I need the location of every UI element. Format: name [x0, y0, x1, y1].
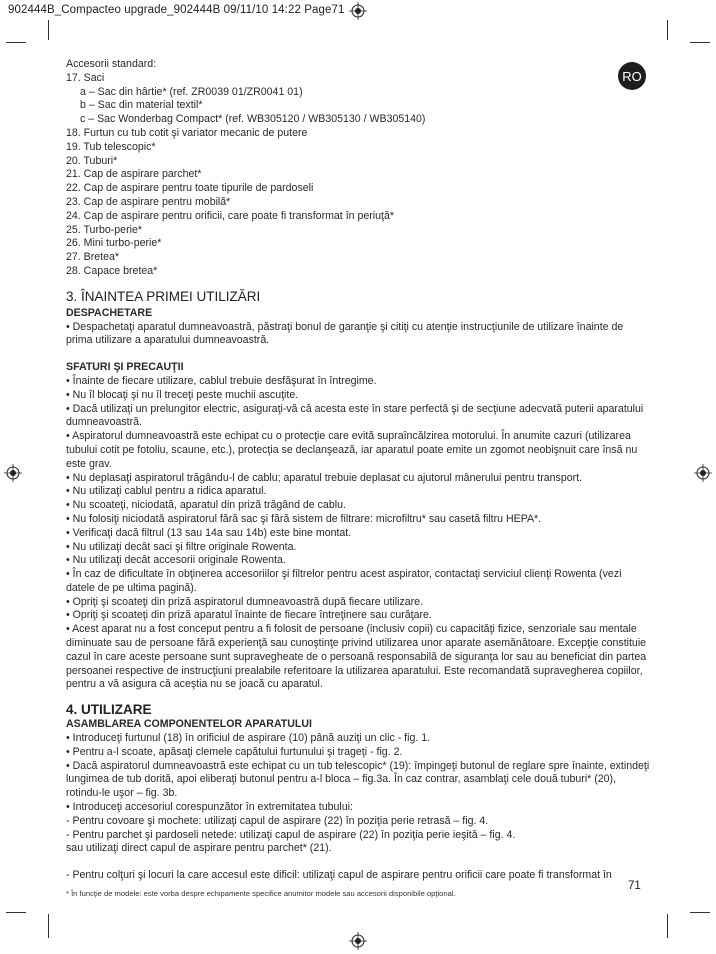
list-item: 23. Cap de aspirare pentru mobilă* [66, 195, 231, 208]
assembly-title: ASAMBLAREA COMPONENTELOR APARATULUI [66, 718, 312, 731]
assembly-item: - Pentru parchet şi pardoseli netede: utilizaţi capul de aspirare (22) în poziţia perie ieşită – fig. 4. [66, 828, 516, 841]
tip-item: • Nu deplasaţi aspiratorul trăgându-l de cablu; aparatul trebuie deplasat cu ajutorul mânerului pentru transport. [66, 471, 583, 484]
crop-mark [6, 912, 26, 913]
registration-mark-icon [694, 464, 712, 482]
section-3-title: 3. ÎNAINTEA PRIMEI UTILIZĂRI [66, 288, 261, 304]
crop-mark [690, 42, 710, 43]
print-header: 902444B_Compacteo upgrade_902444B 09/11/10 14:22 Page71 [8, 4, 345, 16]
list-item: a – Sac din hârtie* (ref. ZR0039 01/ZR0041 01) [80, 85, 303, 98]
registration-mark-icon [4, 464, 22, 482]
list-item: b – Sac din material textil* [80, 99, 203, 112]
tip-item: • În caz de dificultate în obţinerea accesoriilor şi filtrelor pentru acest aspirator, contactaţi serviciul clienţi Rowenta (vezi datele de pe ultima pagină). [66, 568, 622, 594]
list-item: 25. Turbo-perie* [66, 223, 142, 236]
tip-item: • Opriţi şi scoateţi din priză aparatul înainte de fiecare întreţinere sau curăţare. [66, 609, 432, 622]
assembly-item: • Dacă aspiratorul dumneavoastră este echipat cu un tub telescopic* (19): împingeţi butonul de reglare spre înainte, extindeţi lungimea de tub dorită, apoi eliberaţi butonul pentru a-l bloca – fig.3a. În caz contrar, asamblaţi cele două tuburi* (20), rotindu-le uşor – fig. 3b. [66, 759, 650, 800]
tip-item: • Nu utilizaţi decât accesorii originale Rowenta. [66, 554, 286, 567]
tip-item: • Nu îl blocaţi şi nu îl treceţi peste muchii ascuţite. [66, 388, 299, 401]
unpacking-title: DESPACHETARE [66, 306, 153, 319]
tip-item: • Nu utilizaţi cablul pentru a ridica aparatul. [66, 485, 267, 498]
list-item: 24. Cap de aspirare pentru orificii, care poate fi transformat în periuţă* [66, 209, 394, 222]
crop-mark [48, 20, 49, 40]
section-4-title: 4. UTILIZARE [66, 702, 152, 718]
accessories-heading: Accesorii standard: [66, 58, 157, 70]
list-item: 20. Tuburi* [66, 154, 118, 167]
assembly-item: sau utilizaţi direct capul de aspirare pentru parchet* (21). [66, 842, 332, 855]
registration-mark-icon [349, 932, 367, 950]
assembly-item: • Introduceţi furtunul (18) în orificiul de aspirare (10) până auziţi un clic - fig. 1. [66, 732, 431, 745]
assembly-item: • Pentru a-l scoate, apăsaţi clemele capătului furtunului şi trageţi - fig. 2. [66, 745, 403, 758]
assembly-item: - Pentru colţuri şi locuri la care accesul este dificil: utilizaţi capul de aspirare pentru orificii care poate fi transformat în [66, 869, 612, 882]
crop-mark [667, 914, 668, 938]
tip-item: • Înainte de fiecare utilizare, cablul trebuie desfăşurat în întregime. [66, 374, 377, 387]
registration-mark-icon [349, 2, 367, 20]
list-item: c – Sac Wonderbag Compact* (ref. WB305120 / WB305130 / WB305140) [80, 113, 426, 126]
list-item: 22. Cap de aspirare pentru toate tipurile de pardoseli [66, 182, 314, 195]
crop-mark [690, 912, 710, 913]
list-item: 28. Capace bretea* [66, 264, 158, 277]
tip-item: • Opriţi şi scoateţi din priză aspiratorul dumneavoastră după fiecare utilizare. [66, 595, 424, 608]
list-item: 19. Tub telescopic* [66, 140, 156, 153]
page-number: 71 [628, 880, 641, 892]
tip-item: • Acest aparat nu a fost conceput pentru a fi folosit de persoane (inclusiv copii) cu capacităţi fizice, senzoriale sau mentale diminuate sau de persoane fără experienţă sau cunoştinţe privind utilizarea unor aparate asemănătoare. Excepţie constituie cazul în care aceste persoane sunt supravegheate de o persoană responsabilă de siguranţa lor sau au beneficiat din partea persoanei respective de instrucţiuni prealabile referitoare la utilizarea aparatului. Este recomandată supravegherea copiilor, pentru a vă asigura că aceştia nu se joacă cu aparatul. [66, 623, 647, 691]
language-badge: RO [618, 62, 646, 90]
crop-mark [48, 914, 49, 938]
assembly-item: - Pentru covoare şi mochete: utilizaţi capul de aspirare (22) în poziţia perie retrasă – fig. 4. [66, 814, 489, 827]
footnote: * În funcţie de modele: este vorba despre echipamente specifice anumitor modele sau accesorii disponibile opţional. [66, 889, 456, 898]
crop-mark [6, 42, 26, 43]
page-content [66, 58, 650, 883]
tip-item: • Dacă utilizaţi un prelungitor electric, asiguraţi-vă că acesta este în stare perfectă şi de secţiune adecvată puterii aparatului dumneavoastră. [66, 402, 644, 429]
list-item: 26. Mini turbo-perie* [66, 237, 162, 250]
tip-item: • Nu folosiţi niciodată aspiratorul fără sac şi fără sistem de filtrare: microfiltru* sau casetă filtru HEPA*. [66, 512, 542, 525]
list-item: 18. Furtun cu tub cotit şi variator mecanic de putere [66, 126, 308, 139]
tip-item: • Verificaţi dacă filtrul (13 sau 14a sau 14b) este bine montat. [66, 526, 352, 539]
paragraph: • Despachetaţi aparatul dumneavoastră, păstraţi bonul de garanţie şi citiţi cu atenţie instrucţiunile de utilizare înainte de prima utilizare a aparatului dumneavoastră. [66, 320, 624, 347]
assembly-item: • Introduceţi accesoriul corespunzător în extremitatea tubului: [66, 801, 353, 814]
list-item: 17. Saci [66, 71, 105, 84]
list-item: 27. Bretea* [66, 251, 120, 264]
tips-title: SFATURI ŞI PRECAUŢII [66, 361, 184, 374]
tip-item: • Nu utilizaţi decât saci şi filtre originale Rowenta. [66, 540, 297, 553]
list-item: 21. Cap de aspirare parchet* [66, 168, 202, 181]
crop-mark [667, 20, 668, 40]
tip-item: • Aspiratorul dumneavoastră este echipat cu o protecţie care evită supraîncălzirea motorului. În anumite cazuri (utilizarea tubului cotit pe fotoliu, scaune, etc.), protecţia se declanşează, iar aparatul poate emite un zgomot neobişnuit care însă nu este grav. [66, 430, 638, 470]
tip-item: • Nu scoateţi, niciodată, aparatul din priză trăgând de cablu. [66, 499, 346, 512]
